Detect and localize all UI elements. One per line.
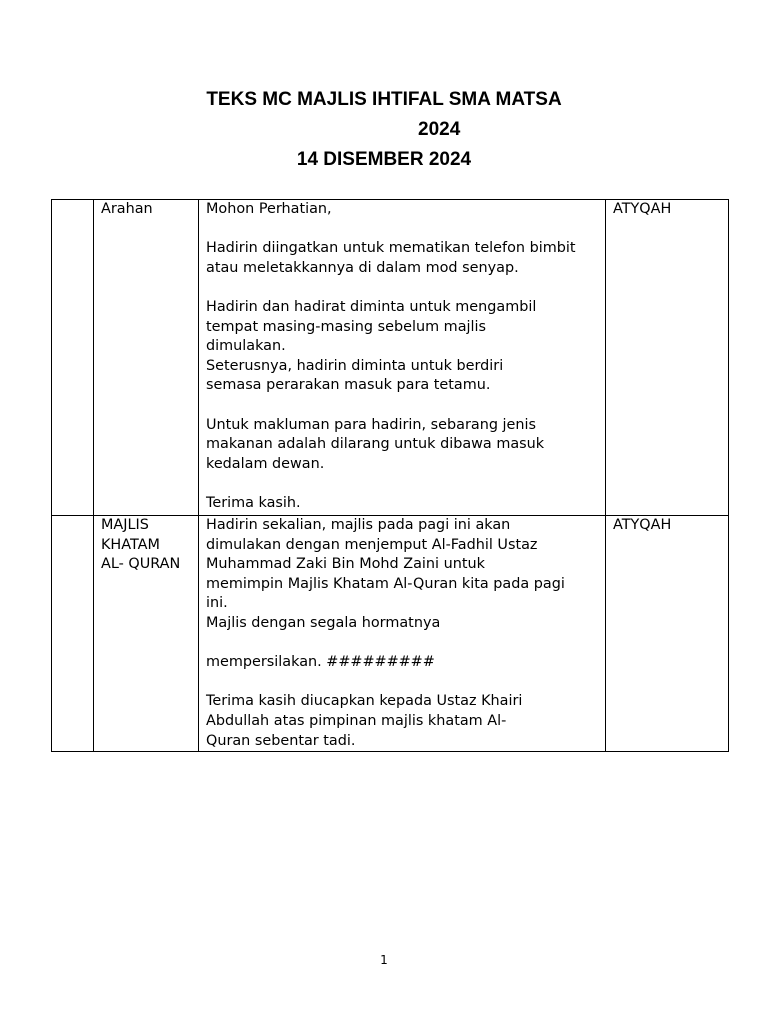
document-date: 14 DISEMBER 2024 bbox=[296, 149, 472, 170]
script-text-cell bbox=[199, 516, 606, 752]
script-paragraph: Terima kasih diucapkan kepada Ustaz Khairi Abdullah atas pimpinan majlis khatam Al- Quran sebentar tadi. bbox=[206, 693, 523, 749]
script-paragraph: Terima kasih. bbox=[206, 494, 301, 511]
script-paragraph: Mohon Perhatian, bbox=[206, 201, 332, 217]
speaker-cell bbox=[606, 516, 729, 752]
script-paragraph: Hadirin dan hadirat diminta untuk mengambil tempat masing-masing sebelum majlis dimulakan. Seterusnya, hadirin diminta untuk berdiri semasa perarakan masuk para tetamu. bbox=[206, 298, 537, 394]
speaker-name: ATYQAH bbox=[613, 517, 672, 533]
program-script-table bbox=[51, 199, 729, 752]
script-paragraph: Untuk makluman para hadirin, sebarang jenis makanan adalah dilarang untuk dibawa masuk kedalam dewan. bbox=[206, 416, 545, 472]
agenda-item-cell bbox=[94, 516, 199, 752]
table-row bbox=[52, 200, 729, 516]
row-number-cell bbox=[52, 200, 94, 516]
document-year: 2024 bbox=[418, 119, 461, 140]
table-row bbox=[52, 516, 729, 752]
page-number: 1 bbox=[380, 953, 388, 967]
agenda-item-cell bbox=[94, 200, 199, 516]
row-number-cell bbox=[52, 516, 94, 752]
agenda-item-label: MAJLIS KHATAM AL- QURAN bbox=[101, 517, 181, 573]
agenda-item-label: Arahan bbox=[101, 201, 153, 217]
script-paragraph: Hadirin diingatkan untuk mematikan telefon bimbit atau meletakkannya di dalam mod senyap. bbox=[206, 240, 576, 276]
script-paragraph: Hadirin sekalian, majlis pada pagi ini akan dimulakan dengan menjemput Al-Fadhil Ustaz Muhammad Zaki Bin Mohd Zaini untuk memimpin Majlis Khatam Al-Quran kita pada pagi ini. Majlis dengan segala hormatnya bbox=[206, 517, 565, 631]
speaker-name: ATYQAH bbox=[613, 201, 672, 217]
script-text-cell bbox=[199, 200, 606, 516]
speaker-cell bbox=[606, 200, 729, 516]
document-title: TEKS MC MAJLIS IHTIFAL SMA MATSA bbox=[206, 89, 562, 110]
script-paragraph: mempersilakan. ######### bbox=[206, 654, 435, 671]
